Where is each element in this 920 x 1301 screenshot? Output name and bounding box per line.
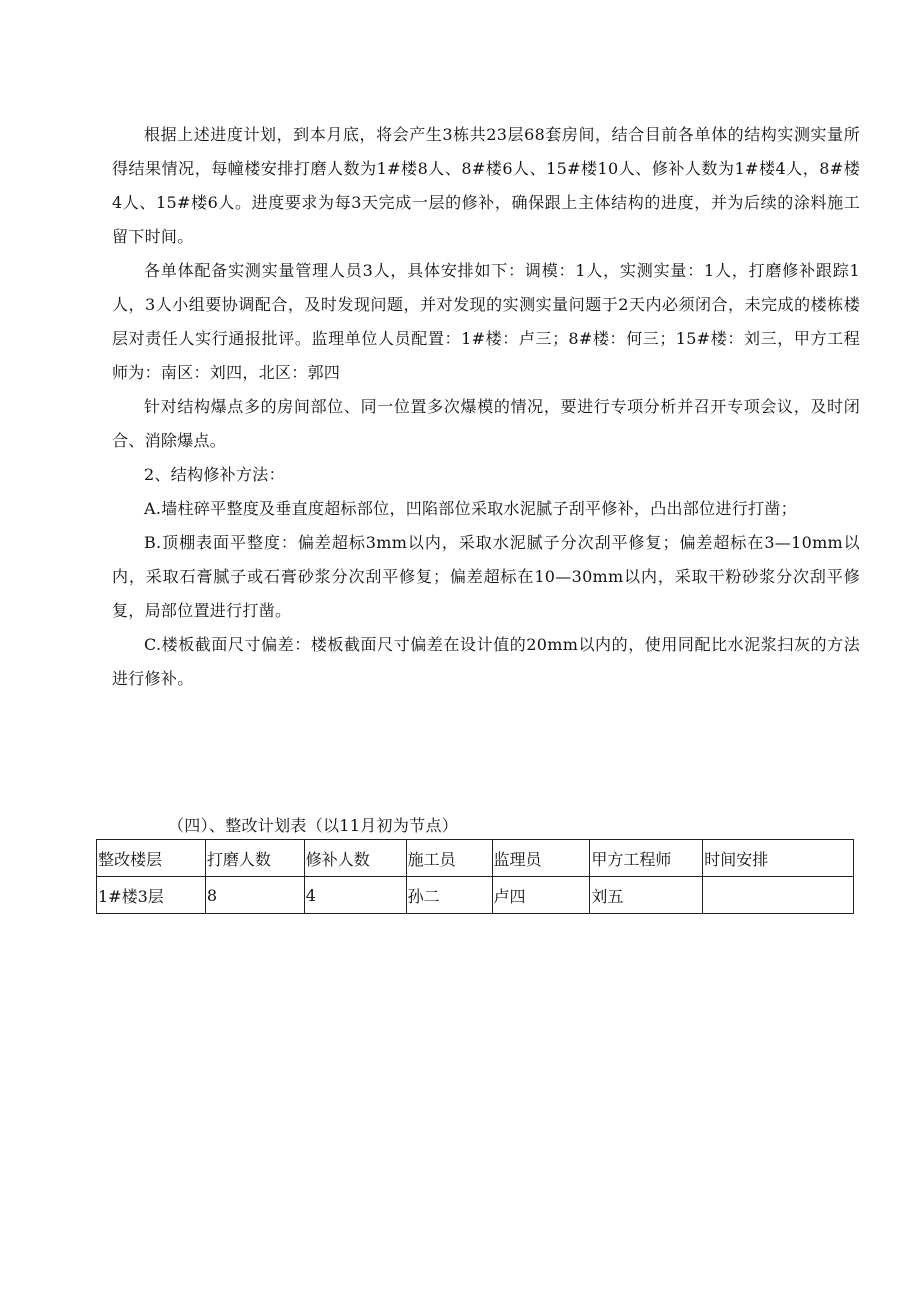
header-owner-engineer: 甲方工程师 <box>590 840 703 877</box>
paragraph-management-staff: 各单体配备实测实量管理人员3人，具体安排如下：调模：1人，实测实量：1人，打磨修补跟踪1人，3人小组要协调配合，及时发现问题，并对发现的实测实量问题于2天内必须闭合，未完成的楼栋楼层对责任人实行通报批评。监理单位人员配置：1#楼：卢三；8#楼：何三；15#楼：刘三，甲方工程师为：南区：刘四，北区：郭四 <box>112 261 860 382</box>
paragraph-progress-plan: 根据上述进度计划，到本月底，将会产生3栋共23层68套房间，结合目前各单体的结构实测实量所得结果情况，每幢楼安排打磨人数为1#楼8人、8#楼6人、15#楼10人、修补人数为1#楼4人，8#楼4人、15#楼6人。进度要求为每3天完成一层的修补，确保跟上主体结构的进度，并为后续的涂料施工留下时间。 <box>112 125 860 246</box>
cell-supervisor: 卢四 <box>492 877 590 914</box>
header-floor: 整改楼层 <box>97 840 206 877</box>
repair-method-b: B.顶棚表面平整度：偏差超标3mm以内，采取水泥腻子分次刮平修复；偏差超标在3—10mm以内，采取石膏腻子或石膏砂浆分次刮平修复；偏差超标在10—30mm以内，采取干粉砂浆分次刮平修复，局部位置进行打凿。 <box>112 533 860 620</box>
table-row <box>97 877 854 914</box>
repair-method-c: C.楼板截面尺寸偏差：楼板截面尺寸偏差在设计值的20mm以内的，使用同配比水泥浆扫灰的方法进行修补。 <box>112 635 860 688</box>
cell-schedule <box>703 877 854 914</box>
rectification-plan-table <box>96 839 854 914</box>
repair-method-a: A.墙柱碎平整度及垂直度超标部位，凹陷部位采取水泥腻子刮平修补，凸出部位进行打凿； <box>144 499 797 518</box>
section-heading-repair-methods: 2、结构修补方法： <box>144 465 285 484</box>
header-grinding-count: 打磨人数 <box>205 840 304 877</box>
cell-floor: 1#楼3层 <box>97 877 206 914</box>
document-body <box>112 118 860 696</box>
header-schedule: 时间安排 <box>703 840 854 877</box>
cell-repair-count: 4 <box>304 877 406 914</box>
header-construction-worker: 施工员 <box>406 840 492 877</box>
header-repair-count: 修补人数 <box>304 840 406 877</box>
table-caption: （四）、整改计划表（以11月初为节点） <box>168 816 459 835</box>
table-header-row <box>97 840 854 877</box>
cell-grinding-count: 8 <box>205 877 304 914</box>
cell-owner-engineer: 刘五 <box>590 877 703 914</box>
header-supervisor: 监理员 <box>492 840 590 877</box>
cell-construction-worker: 孙二 <box>406 877 492 914</box>
paragraph-burst-points: 针对结构爆点多的房间部位、同一位置多次爆模的情况，要进行专项分析并召开专项会议，及时闭合、消除爆点。 <box>112 397 860 450</box>
